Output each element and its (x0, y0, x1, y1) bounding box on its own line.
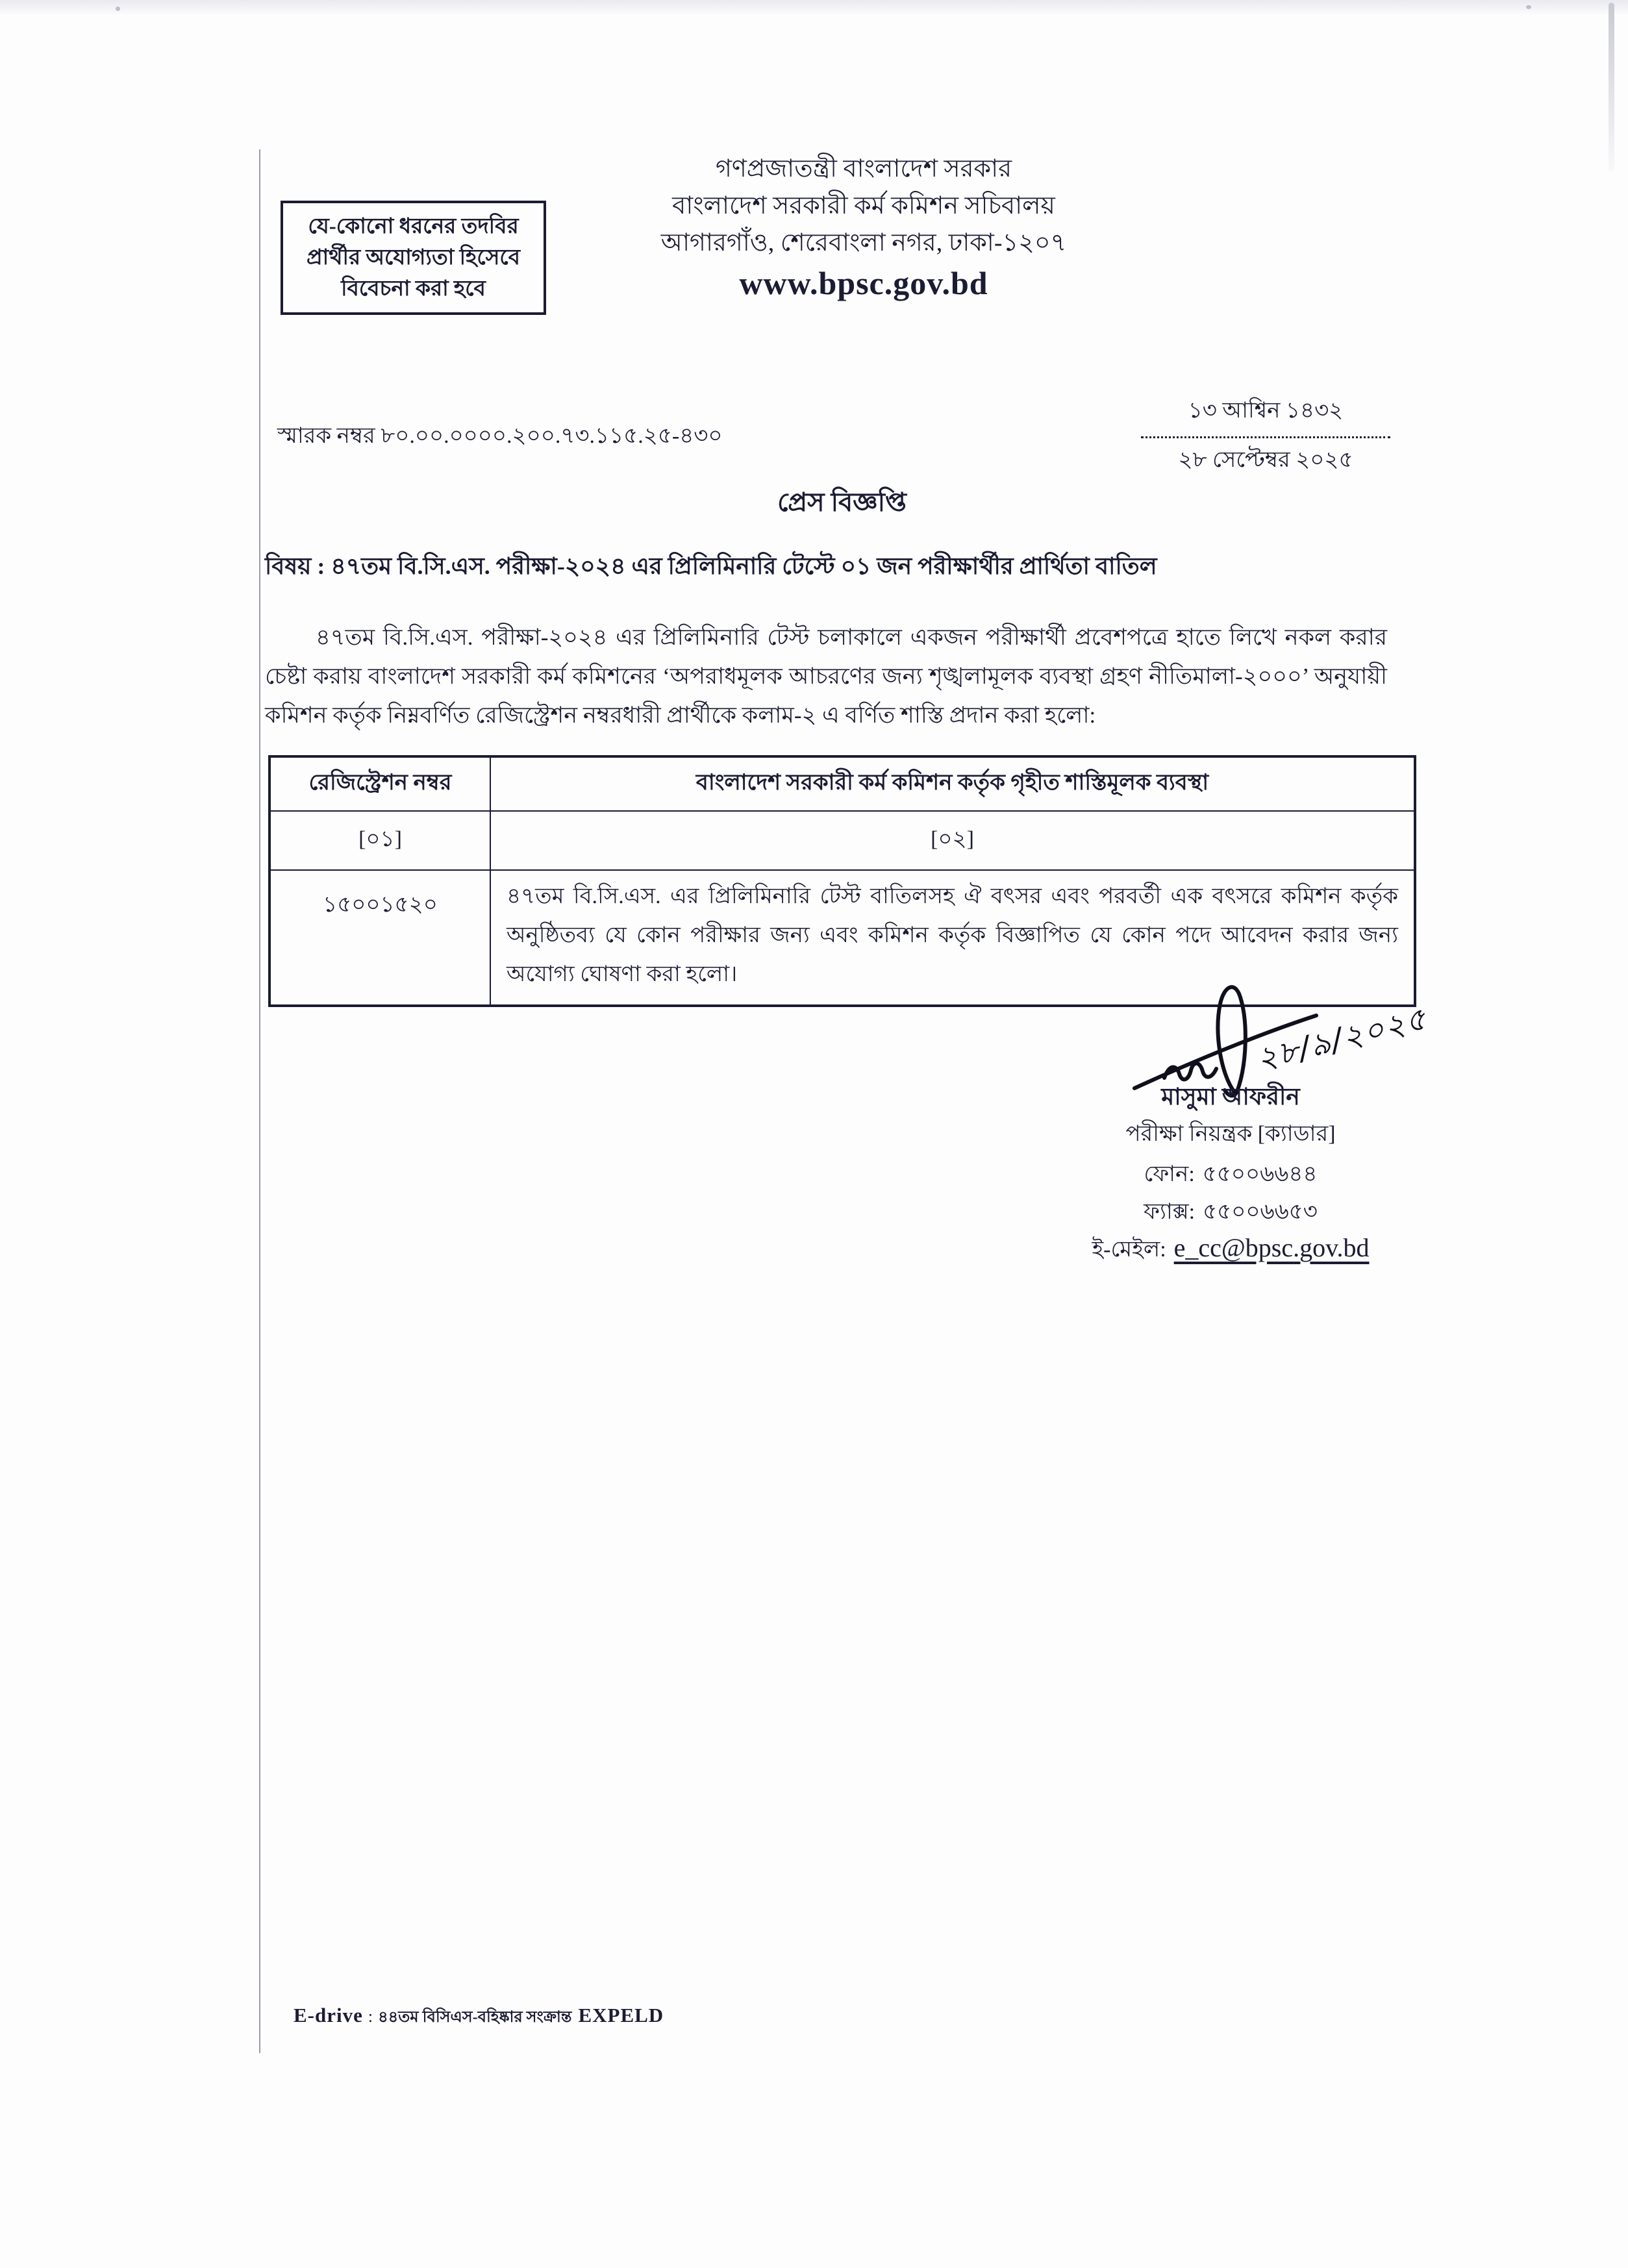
scan-speck (1526, 5, 1531, 9)
email-label: ই-মেইল: (1092, 1238, 1166, 1262)
footer-drive-label: E-drive (294, 2004, 363, 2026)
registration-number-cell: ১৫০০১৫২০ (269, 870, 490, 1006)
email-address: e_cc@bpsc.gov.bd (1173, 1233, 1370, 1262)
fax-label: ফ্যাক্স: (1144, 1200, 1196, 1224)
phone-label: ফোন: (1144, 1162, 1195, 1186)
scan-edge-artifact (1609, 3, 1614, 171)
email-line (1033, 1232, 1429, 1269)
warning-line-3: বিবেচনা করা হবে (341, 277, 486, 301)
punishment-table (268, 755, 1416, 1007)
warning-line-2: প্রার্থীর অযোগ্যতা হিসেবে (306, 246, 521, 269)
date-divider (1141, 436, 1390, 438)
handwritten-date: ২৮/৯/২০২৫ (1253, 1000, 1431, 1078)
punishment-cell: ৪৭তম বি.সি.এস. এর প্রিলিমিনারি টেস্ট বাতিলসহ ঐ বৎসর এবং পরবর্তী এক বৎসরে কমিশন কর্তৃক অনুষ্ঠিতব্য যে কোন পরীক্ষার জন্য এবং কমিশন কর্তৃক বিজ্ঞাপিত যে কোন পদে আবেদন করার জন্য অযোগ্য ঘোষণা করা হলো। (490, 870, 1415, 1006)
scan-edge-artifact (0, 0, 1628, 16)
letterhead (604, 151, 1123, 302)
fax-number: ৫৫০০৬৬৫৩ (1203, 1200, 1318, 1224)
table-header-action: বাংলাদেশ সরকারী কর্ম কমিশন কর্তৃক গৃহীত শাস্তিমূলক ব্যবস্থা (490, 756, 1415, 811)
column-label-2: [০২] (490, 811, 1415, 870)
phone-number: ৫৫০০৬৬৪৪ (1202, 1162, 1318, 1186)
signatory-name: মাসুমা আফরীন (1161, 1084, 1300, 1110)
government-name: গণপ্রজাতন্ত্রী বাংলাদেশ সরকার (715, 155, 1012, 182)
left-margin-rule (259, 149, 260, 2053)
scan-speck (116, 6, 120, 11)
subject-line: বিষয় : ৪৭তম বি.সি.এস. পরীক্ষা-২০২৪ এর প্রিলিমিনারি টেস্টে ০১ জন পরীক্ষার্থীর প্রার্থিতা বাতিল (265, 553, 1157, 579)
date-bangla: ১৩ আশ্বিন ১৪৩২ (1188, 399, 1344, 423)
website-url: www.bpsc.gov.bd (739, 265, 988, 301)
footer-separator: : (368, 2007, 373, 2026)
footer-bangla-note: ৪৪তম বিসিএস-বহিষ্কার সংক্রান্ত (378, 2009, 572, 2026)
commission-name: বাংলাদেশ সরকারী কর্ম কমিশন সচিবালয় (672, 192, 1055, 219)
commission-address: আগারগাঁও, শেরেবাংলা নগর, ঢাকা-১২০৭ (660, 229, 1067, 256)
table-header-registration: রেজিস্ট্রেশন নম্বর (269, 756, 490, 811)
lobbying-warning-box (281, 201, 546, 315)
warning-line-1: যে-কোনো ধরনের তদবির (308, 215, 519, 238)
column-label-1: [০১] (269, 811, 490, 870)
footer-file-note (294, 2004, 664, 2031)
fax-line (1068, 1195, 1393, 1232)
signatory-designation: পরীক্ষা নিয়ন্ত্রক [ক্যাডার] (1125, 1122, 1336, 1146)
memo-number: স্মারক নম্বর ৮০.০০.০০০০.২০০.৭৩.১১৫.২৫-৪৩০ (277, 424, 723, 448)
press-release-title: প্রেস বিজ্ঞপ্তি (777, 488, 907, 517)
date-gregorian: ২৮ সেপ্টেম্বর ২০২৫ (1178, 448, 1353, 472)
table-header-row (269, 756, 1415, 811)
phone-line (1068, 1157, 1393, 1194)
table-column-label-row (269, 811, 1415, 870)
date-block (1141, 393, 1390, 480)
body-paragraph: ৪৭তম বি.সি.এস. পরীক্ষা-২০২৪ এর প্রিলিমিনারি টেস্ট চলাকালে একজন পরীক্ষার্থী প্রবেশপত্রে হাতে লিখে নকল করার চেষ্টা করায় বাংলাদেশ সরকারী কর্ম কমিশনের ‘অপরাধমূলক আচরণের জন্য শৃঙ্খলামূলক ব্যবস্থা গ্রহণ নীতিমালা-২০০০’ অনুযায়ী কমিশন কর্তৃক নিম্নবর্ণিত রেজিস্ট্রেশন নম্বরধারী প্রার্থীকে কলাম-২ এ বর্ণিত শাস্তি প্রদান করা হলো: (265, 625, 1387, 728)
footer-file-code: EXPELD (578, 2004, 664, 2026)
